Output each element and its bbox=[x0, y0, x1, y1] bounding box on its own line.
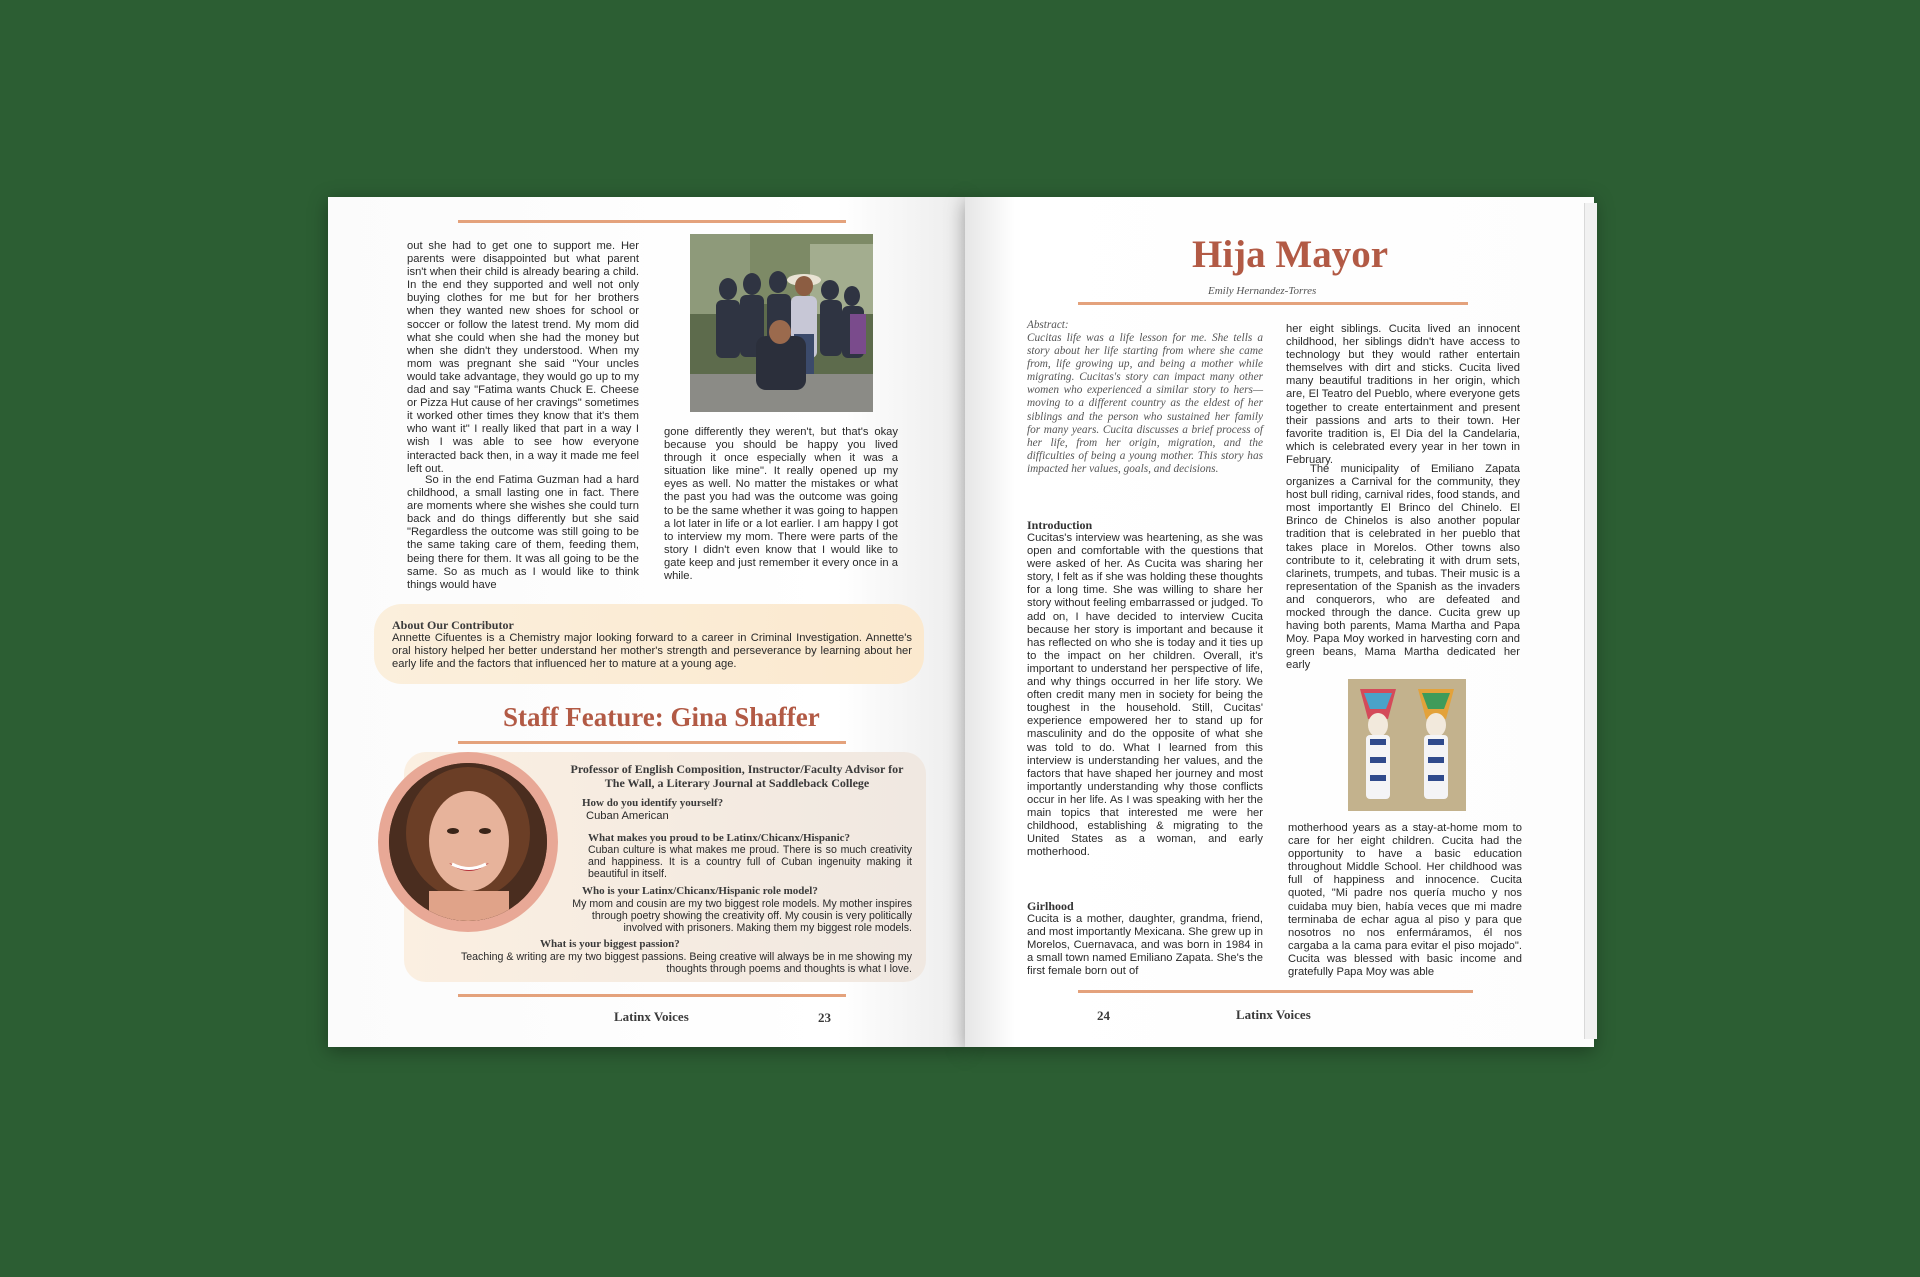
staff-role: Professor of English Composition, Instructor/Faculty Advisor for The Wall, a Literary Journal at Saddleback College bbox=[570, 762, 904, 790]
footer-title-left: Latinx Voices bbox=[614, 1009, 689, 1024]
staff-q1: How do you identify yourself? bbox=[582, 797, 724, 809]
top-rule-left bbox=[458, 220, 846, 223]
right-col2-text3: motherhood years as a stay-at-home mom to care for her eight children. Cucita had the opportunity to have a basic education throughout Middle School. Her childhood was full of happiness and innocence. Cucita quoted, "Mi padre nos quería mucho y nos cuidaba muy bien, había veces que mi madre terminaba de echar agua al piso y para que nosotros no nos enfermáramos, él nos cargaba a la cama para evitar el piso mojado". Cucita was blessed with basic income and gratefully Papa Moy was able bbox=[1288, 822, 1522, 979]
page-number-left: 23 bbox=[818, 1010, 831, 1025]
abstract-label: Abstract: bbox=[1027, 319, 1069, 331]
title-rule bbox=[1078, 302, 1468, 305]
article-title: Hija Mayor bbox=[1192, 233, 1389, 276]
footer-title-right: Latinx Voices bbox=[1236, 1007, 1311, 1022]
page-number-right: 24 bbox=[1097, 1008, 1110, 1023]
staff-a4: Teaching & writing are my two biggest passions. Being creative will always be in me showing my thoughts through poems and thoughts is what I love. bbox=[460, 951, 912, 976]
staff-a1: Cuban American bbox=[586, 810, 669, 822]
chinelos-image bbox=[1348, 679, 1466, 811]
portrait-frame bbox=[378, 752, 558, 932]
left-col1-text: out she had to get one to support me. Her parents were disappointed but what parent isn't when their child is already bearing a child. In the end they supported and well not only buying clothes for me but for her brothers when they wanted new shoes for school or soccer or follow the latest trend. My mom did what she could when she had the money but when she didn't they understood. When my mom was pregnant she said "Your uncles would take advantage, they would go up to my dad and say "Fatima wants Chuck E. Cheese or Pizza Hut cause of her cravings" sometimes it worked other times they know that it's them who want it" I really liked that part in a way I wish I was able to see how everyone interacted back then, in a way it made me feel left out. bbox=[407, 240, 639, 475]
girlhood-text: Cucita is a mother, daughter, grandma, friend, and most importantly Mexicana. She grew up in Morelos, Cuernavaca, and was born in 1984 in a small town named Emiliano Zapata. She's the first female born out of bbox=[1027, 913, 1263, 978]
staff-a2: Cuban culture is what makes me proud. There is so much creativity and happiness. It is a country full of Cuban ingenuity making it beautiful in itself. bbox=[588, 844, 912, 881]
page-edge bbox=[1584, 203, 1597, 1039]
staff-q3: Who is your Latinx/Chicanx/Hispanic role model? bbox=[582, 885, 818, 897]
bottom-rule-right bbox=[1078, 990, 1473, 993]
article-author: Emily Hernandez-Torres bbox=[1208, 285, 1317, 297]
staff-feature-title: Staff Feature: Gina Shaffer bbox=[503, 702, 820, 732]
family-photo-image bbox=[690, 234, 873, 412]
right-col2-text1: her eight siblings. Cucita lived an innocent childhood, her siblings didn't have access to technology but they would rather entertain themselves with dirt and sticks. Cucita lived many beautiful traditions in her origin, which are, El Teatro del Pueblo, where everyone gets together to create entertainment and present their passions and arts to their town. Her favorite tradition is, El Dia del la Candelaria, which is celebrated every year in her town in February. bbox=[1286, 323, 1520, 466]
right-col2-text2: The municipality of Emiliano Zapata organizes a Carnival for the community, they host bull riding, carnival rides, food stands, and most importantly El Brinco del Chinelo. El Brinco de Chinelos is also another popular tradition that is celebrated in her pueblo that takes place in Morelos. Other towns also contribute to it, celebrating it with drum sets, clarinets, trumpets, and tubas. Their music is a representation of the Spanish as the invaders and conquerors, who are defeated and mocked through the dance. Cucita grew up having both parents, Mama Martha and Papa Moy. Papa Moy worked in harvesting corn and green beans, Mama Martha dedicated her early bbox=[1286, 463, 1520, 672]
staff-a3: My mom and cousin are my two biggest role models. My mother inspires through poetry showing the creativity off. My cousin is very politically involved with prisoners. Making them my biggest role models. bbox=[572, 898, 912, 935]
chinelos-photo bbox=[1348, 679, 1466, 811]
family-photo bbox=[690, 234, 873, 412]
bottom-rule-left bbox=[458, 994, 846, 997]
portrait-photo bbox=[389, 763, 547, 921]
abstract-text: Cucitas life was a life lesson for me. She tells a story about her life starting from where she came from, life growing up, and being a mother while migrating. Cucitas's story can impact many other women who experienced a similar story to hers—moving to a different country as the eldest of her siblings and the person who sustained her family for many years. Cucita discusses a brief process of her life, from her origin, migration, and the difficulties of being a young mother. This story has impacted her values, goals, and decisions. bbox=[1027, 332, 1263, 475]
portrait-image bbox=[389, 763, 547, 921]
contributor-heading: About Our Contributor bbox=[392, 618, 514, 632]
staff-q4: What is your biggest passion? bbox=[540, 938, 680, 950]
left-col1-text2: So in the end Fatima Guzman had a hard childhood, a small lasting one in fact. There are moments where she wishes she could turn back and do things differently but she said "Regardless the outcome was still going to be the same taking care of them, feeding them, being there for them. It was all going to be the same. So as much as I would like to think things would have bbox=[407, 474, 639, 591]
staff-q2: What makes you proud to be Latinx/Chicanx/Hispanic? bbox=[588, 832, 851, 844]
contributor-body: Annette Cifuentes is a Chemistry major looking forward to a career in Criminal Investigation. Annette's oral history helped her better understand her mother's strength and perseverance by learning about her early life and the factors that influenced her to mature at a young age. bbox=[392, 632, 912, 671]
left-col2-text: gone differently they weren't, but that's okay because you should be happy you lived through it once especially when it was a situation like mine". It really opened up my eyes as well. No matter the mistakes or what the past you had was the outcome was going to be the same whether it was going to happen a lot later in life or a lot earlier. I am happy I got to interview my mom. There were parts of the story I didn't even know that I would like to gate keep and just remember it every once in a while. bbox=[664, 426, 898, 583]
intro-text: Cucitas's interview was heartening, as she was open and comfortable with the questions that were asked of her. As Cucita was sharing her story, I felt as if she was holding these thoughts for a long time. She was willing to share her story without feeling embarrassed or judged. To add on, I have decided to interview Cucita because her story is important and because it has reflected on who she is today and it ties up to the impact on her children. Overall, it's important to understand her perspective of life, and why things occurred in her life story. We often credit many men in society for being the toughest in the household. Still, Cucitas' experience empowered her to stand up for masculinity and do the opposite of what she was told to do. What I learned from this interview is understanding her values, and the factors that have shaped her journey and most importantly understanding why those conflicts occur in her life. As I was speaking with her the main topics that interested me were her childhood, establishing & migrating to the United States as a woman, and early motherhood. bbox=[1027, 532, 1263, 859]
girlhood-heading: Girlhood bbox=[1027, 899, 1074, 913]
intro-heading: Introduction bbox=[1027, 518, 1093, 532]
staff-rule bbox=[458, 741, 846, 744]
